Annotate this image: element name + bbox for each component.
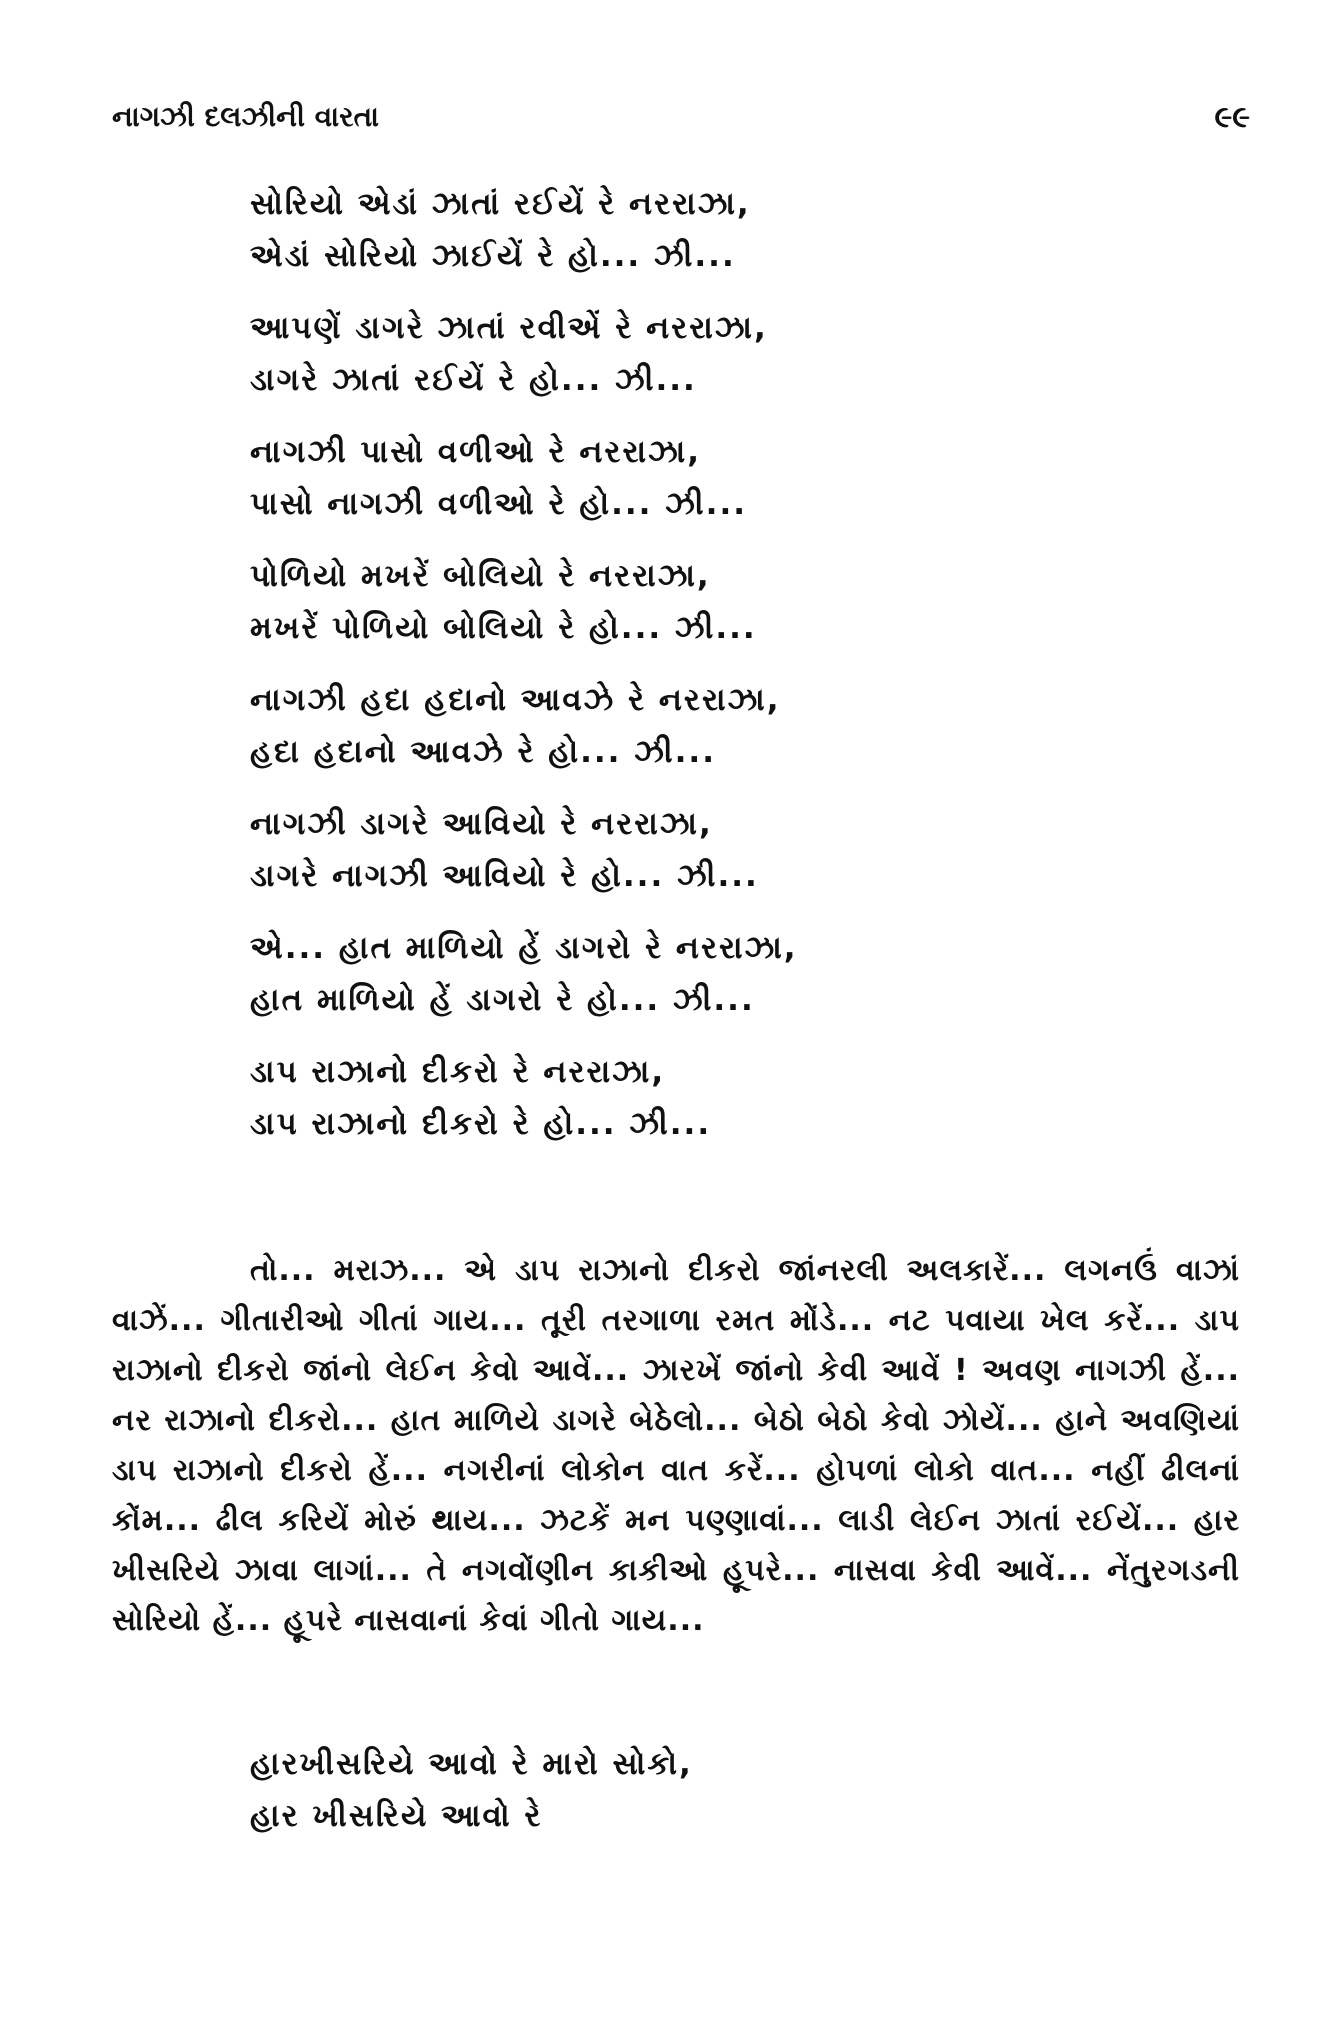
- stanza: [250, 922, 1250, 1026]
- verse-line: આપણેં ડાગરે ઝાતાં રવીએં રે નરરાઝા,: [250, 310, 768, 346]
- song-verses: [250, 178, 1250, 1170]
- verse-line: ડાપ રાઝાનો દીકરો રે હો... ઝી...: [250, 1106, 712, 1142]
- closing-verse: [250, 1738, 1250, 1842]
- stanza: [250, 178, 1250, 282]
- verse-line: પોળિયો મખરેં બોલિયો રે નરરાઝા,: [250, 558, 711, 594]
- verse-line: પાસો નાગઝી વળીઓ રે હો... ઝી...: [250, 486, 748, 522]
- verse-line: નાગઝી પાસો વળીઓ રે નરરાઝા,: [250, 434, 702, 470]
- verse-line: એડાં સોરિયો ઝાઈયેં રે હો... ઝી...: [250, 238, 736, 274]
- running-head: [112, 100, 1250, 140]
- page-number: ૯૯: [1214, 100, 1250, 135]
- stanza: [250, 302, 1250, 406]
- prose-paragraph: તો... મરાઝ... એ ડાપ રાઝાનો દીકરો જાંનરલી અલકારેં... લગનઉં વાઝાં વાઝેં... ગીતારીઓ ગીતાં ગાય... તૂરી તરગાળા રમત મોંડે... નટ પવાયા ખેલ કરેં... ડાપ રાઝાનો દીકરો જાંનો લેઈન કેવો આવેં... ઝારખેં જાંનો કેવી આવેં ! અવણ નાગઝી હેં... નર રાઝાનો દીકરો... હાત માળિયે ડાગરે બેઠેલો... બેઠો બેઠો કેવો ઝોયેં... હાને અવણિયાં ડાપ રાઝાનો દીકરો હેં... નગરીનાં લોકોન વાત કરેં... હોપળાં લોકો વાત... નહીં ઢીલનાં કોંમ... ઢીલ કરિયેં મોરું થાય... ઝટકેં મન પણ્ણાવાં... લાડી લેઈન ઝાતાં રઈયેં... હાર ખીસરિયે ઝાવા લાગાં... તે નગવોંણીન કાકીઓ હૂપરે... નાસવા કેવી આવેં... નેંતુરગડની સોરિયો હેં... હૂપરે નાસવાનાં કેવાં ગીતો ગાય...: [112, 1253, 1240, 1638]
- stanza: [250, 426, 1250, 530]
- verse-line: સોરિયો એડાં ઝાતાં રઈયેં રે નરરાઝા,: [250, 186, 751, 222]
- stanza: [250, 1046, 1250, 1150]
- verse-line: નાગઝી હદા હદાનો આવઝે રે નરરાઝા,: [250, 682, 781, 718]
- verse-line: એ... હાત માળિયો હેં ડાગરો રે નરરાઝા,: [250, 930, 798, 966]
- verse-line: નાગઝી ડાગરે આવિયો રે નરરાઝા,: [250, 806, 713, 842]
- prose-section: [112, 1246, 1240, 1646]
- verse-line: ડાપ રાઝાનો દીકરો રે નરરાઝા,: [250, 1054, 666, 1090]
- verse-line: ડાગરે ઝાતાં રઈયેં રે હો... ઝી...: [250, 362, 697, 398]
- running-title: નાગઝી દલઝીની વારતા: [112, 100, 379, 133]
- verse-line: હદા હદાનો આવઝે રે હો... ઝી...: [250, 734, 716, 770]
- verse-line: મખરેં પોળિયો બોલિયો રે હો... ઝી...: [250, 610, 757, 646]
- stanza: [250, 798, 1250, 902]
- verse-line: ડાગરે નાગઝી આવિયો રે હો... ઝી...: [250, 858, 759, 894]
- verse-line: હારખીસરિયે આવો રે મારો સોકો,: [250, 1746, 693, 1782]
- verse-line: હાર ખીસરિયે આવો રે: [250, 1798, 543, 1834]
- verse-line: હાત માળિયો હેં ડાગરો રે હો... ઝી...: [250, 982, 755, 1018]
- stanza: [250, 674, 1250, 778]
- stanza: [250, 550, 1250, 654]
